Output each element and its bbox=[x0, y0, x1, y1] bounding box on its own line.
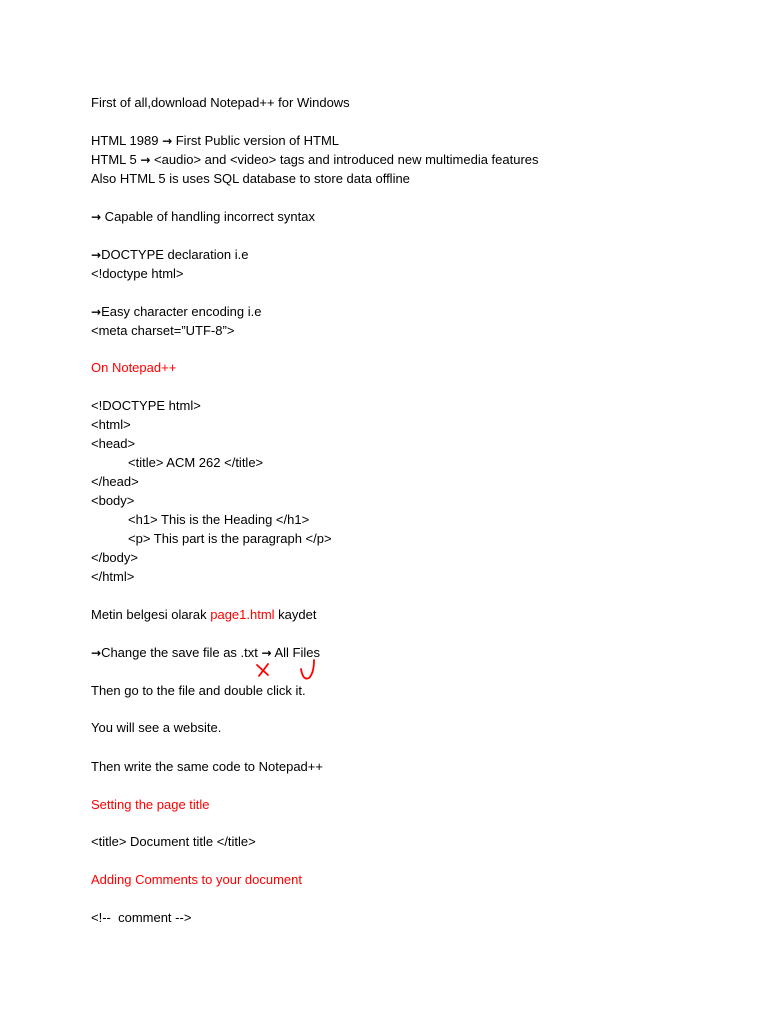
cross-mark-icon bbox=[257, 664, 268, 676]
html5-text: <audio> and <video> tags and introduced new multimedia features bbox=[150, 152, 539, 167]
you-will-line: You will see a website. bbox=[91, 720, 222, 735]
html1989-label: HTML 1989 bbox=[91, 133, 159, 148]
on-notepad-heading: On Notepad++ bbox=[91, 360, 177, 375]
arrow-icon: → bbox=[91, 210, 102, 224]
code-line: <html> bbox=[91, 417, 131, 432]
code-line: </body> bbox=[91, 550, 138, 565]
code-line: <!DOCTYPE html> bbox=[91, 398, 201, 413]
html5-line bbox=[91, 152, 539, 168]
arrow-icon: → bbox=[162, 134, 173, 148]
code-line: <body> bbox=[91, 493, 135, 508]
setting-title-heading: Setting the page title bbox=[91, 797, 210, 812]
encoding-line bbox=[91, 304, 262, 320]
comment-example-line: <!-- comment --> bbox=[91, 910, 192, 925]
check-mark-icon bbox=[301, 660, 314, 679]
doctype-decl-text: DOCTYPE declaration i.e bbox=[101, 247, 249, 262]
save-as-suffix: kaydet bbox=[274, 607, 317, 622]
html5-label: HTML 5 bbox=[91, 152, 137, 167]
arrow-icon: → bbox=[91, 248, 102, 262]
then-go-line: Then go to the file and double click it. bbox=[91, 683, 306, 698]
html5-sql-line: Also HTML 5 is uses SQL database to store data offline bbox=[91, 171, 410, 186]
all-files-text: All Files bbox=[271, 645, 320, 660]
save-as-line bbox=[91, 607, 316, 622]
save-file-name: page1.html bbox=[210, 607, 275, 622]
html1989-text: First Public version of HTML bbox=[172, 133, 339, 148]
adding-comments-heading: Adding Comments to your document bbox=[91, 872, 302, 887]
code-line: <title> ACM 262 </title> bbox=[128, 455, 264, 470]
code-line: <head> bbox=[91, 436, 136, 451]
change-save-text: Change the save file as .txt bbox=[101, 645, 262, 660]
encoding-text: Easy character encoding i.e bbox=[101, 304, 262, 319]
change-save-line bbox=[91, 645, 320, 661]
doctype-decl-line bbox=[91, 247, 248, 263]
meta-example-line: <meta charset=”UTF-8”> bbox=[91, 323, 235, 338]
then-write-line: Then write the same code to Notepad++ bbox=[91, 759, 323, 774]
code-line: </html> bbox=[91, 569, 135, 584]
code-line: </head> bbox=[91, 474, 139, 489]
arrow-icon: → bbox=[91, 646, 102, 660]
intro-line: First of all,download Notepad++ for Windows bbox=[91, 95, 350, 110]
syntax-text: Capable of handling incorrect syntax bbox=[101, 209, 315, 224]
code-line: <h1> This is the Heading </h1> bbox=[128, 512, 310, 527]
html1989-line bbox=[91, 133, 339, 149]
arrow-icon: → bbox=[261, 646, 272, 660]
doctype-example-line: <!doctype html> bbox=[91, 266, 184, 281]
save-as-text: Metin belgesi olarak bbox=[91, 607, 211, 622]
arrow-icon: → bbox=[91, 305, 102, 319]
code-line: <p> This part is the paragraph </p> bbox=[128, 531, 332, 546]
syntax-line bbox=[91, 209, 315, 225]
title-example-line: <title> Document title </title> bbox=[91, 834, 256, 849]
arrow-icon: → bbox=[140, 153, 151, 167]
